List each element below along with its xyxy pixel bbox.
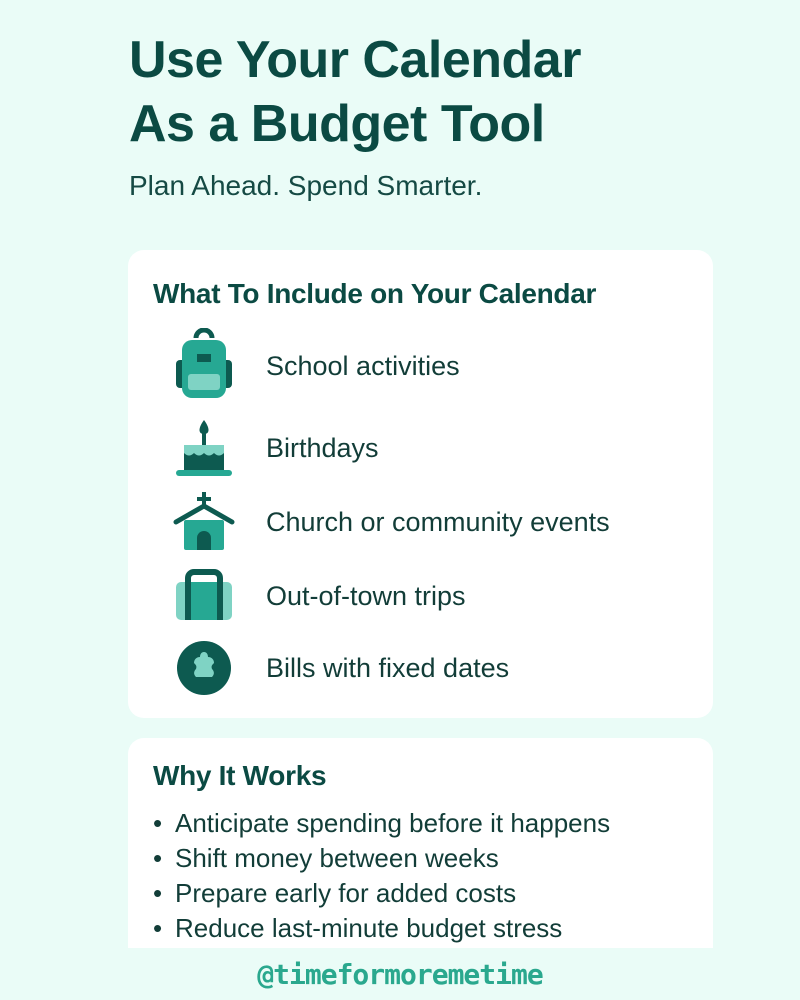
why-list [153,806,610,946]
bullet-item: • Anticipate spending before it happens [153,806,610,841]
bullet-item: • Prepare early for added costs [153,876,610,911]
item-label: School activities [266,350,460,381]
item-label: Bills with fixed dates [266,652,510,683]
include-card [128,250,713,718]
item-label: Out-of-town trips [266,580,466,611]
birthday-cake-icon [172,416,236,480]
why-card [128,738,713,948]
church-icon [172,490,236,554]
title-line-2: As a Budget Tool [129,95,545,153]
subtitle: Plan Ahead. Spend Smarter. [129,170,483,201]
list-item [172,636,692,700]
social-handle: @timeformoremetime [257,958,543,991]
bill-icon [172,636,236,700]
list-item [172,416,692,480]
item-label: Church or community events [266,506,610,537]
item-label: Birthdays [266,432,379,463]
list-item [172,564,692,628]
title-line-1: Use Your Calendar [129,31,581,89]
include-card-title: What To Include on Your Calendar [153,278,597,309]
bullet-item: • Shift money between weeks [153,841,610,876]
page-title [129,28,581,156]
backpack-icon [172,334,236,398]
list-item [172,334,692,398]
why-card-title: Why It Works [153,760,327,791]
bullet-item: • Reduce last-minute budget stress [153,911,610,946]
suitcase-icon [172,564,236,628]
list-item [172,490,692,554]
